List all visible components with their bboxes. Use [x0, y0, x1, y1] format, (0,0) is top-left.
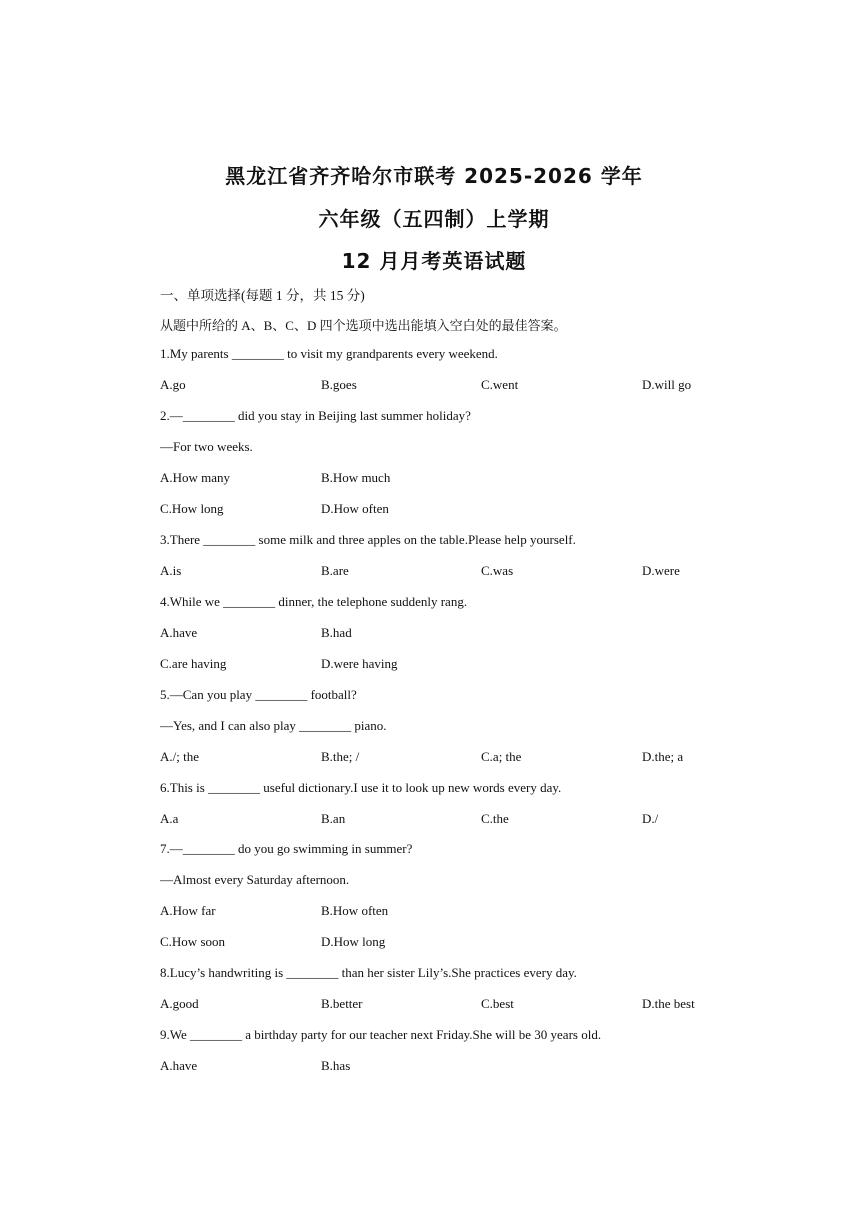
q6-option-b[interactable]: B.an [321, 811, 346, 826]
q1-option-a[interactable]: A.go [160, 377, 186, 392]
q8-option-a[interactable]: A.good [160, 996, 199, 1011]
question-6-stem: 6.This is ________ useful dictionary.I use it to look up new words every day. [160, 780, 562, 795]
q6-option-d[interactable]: D./ [642, 811, 659, 826]
question-2-reply: —For two weeks. [160, 439, 253, 454]
q6-option-a[interactable]: A.a [160, 811, 179, 826]
q7-option-a[interactable]: A.How far [160, 903, 216, 918]
q7-option-d[interactable]: D.How long [321, 934, 386, 949]
q6-option-c[interactable]: C.the [481, 811, 509, 826]
question-5-reply: —Yes, and I can also play ________ piano. [160, 718, 387, 733]
q7-option-b[interactable]: B.How often [321, 903, 389, 918]
q1-option-d[interactable]: D.will go [642, 377, 692, 392]
q7-option-c[interactable]: C.How soon [160, 934, 226, 949]
question-3-stem: 3.There ________ some milk and three apples on the table.Please help yourself. [160, 532, 576, 547]
question-9-stem: 9.We ________ a birthday party for our teacher next Friday.She will be 30 years old. [160, 1027, 602, 1042]
q4-option-c[interactable]: C.are having [160, 656, 227, 671]
q2-option-b[interactable]: B.How much [321, 470, 391, 485]
q1-option-c[interactable]: C.went [481, 377, 519, 392]
question-8-stem: 8.Lucy’s handwriting is ________ than her sister Lily’s.She practices every day. [160, 965, 577, 980]
q1-option-b[interactable]: B.goes [321, 377, 357, 392]
q4-option-d[interactable]: D.were having [321, 656, 398, 671]
question-1-stem: 1.My parents ________ to visit my grandparents every weekend. [160, 346, 498, 361]
exam-title-line-1: 黑龙江省齐齐哈尔市联考 2025-2026 学年 [225, 164, 643, 188]
question-2-stem: 2.—________ did you stay in Beijing last summer holiday? [160, 408, 471, 423]
q3-option-c[interactable]: C.was [481, 563, 514, 578]
question-5-stem: 5.—Can you play ________ football? [160, 687, 357, 702]
q3-option-d[interactable]: D.were [642, 563, 680, 578]
q9-option-b[interactable]: B.has [321, 1058, 351, 1073]
section-heading: 一、单项选择(每题 1 分，共 15 分) [160, 288, 365, 303]
q8-option-b[interactable]: B.better [321, 996, 363, 1011]
exam-title-line-3: 12 月月考英语试题 [341, 249, 527, 273]
q8-option-c[interactable]: C.best [481, 996, 514, 1011]
section-instruction: 从题中所给的 A、B、C、D 四个选项中选出能填入空白处的最佳答案。 [160, 318, 567, 333]
question-4-stem: 4.While we ________ dinner, the telephone suddenly rang. [160, 594, 468, 609]
q5-option-d[interactable]: D.the; a [642, 749, 684, 764]
q3-option-b[interactable]: B.are [321, 563, 349, 578]
q3-option-a[interactable]: A.is [160, 563, 182, 578]
q2-option-d[interactable]: D.How often [321, 501, 389, 516]
q2-option-a[interactable]: A.How many [160, 470, 231, 485]
question-7-stem: 7.—________ do you go swimming in summer? [160, 841, 413, 856]
q5-option-b[interactable]: B.the; / [321, 749, 360, 764]
q4-option-b[interactable]: B.had [321, 625, 352, 640]
q5-option-a[interactable]: A./; the [160, 749, 199, 764]
q5-option-c[interactable]: C.a; the [481, 749, 522, 764]
q9-option-a[interactable]: A.have [160, 1058, 198, 1073]
q2-option-c[interactable]: C.How long [160, 501, 224, 516]
q4-option-a[interactable]: A.have [160, 625, 198, 640]
question-7-reply: —Almost every Saturday afternoon. [160, 872, 350, 887]
q8-option-d[interactable]: D.the best [642, 996, 695, 1011]
exam-title-line-2: 六年级（五四制）上学期 [318, 207, 550, 231]
